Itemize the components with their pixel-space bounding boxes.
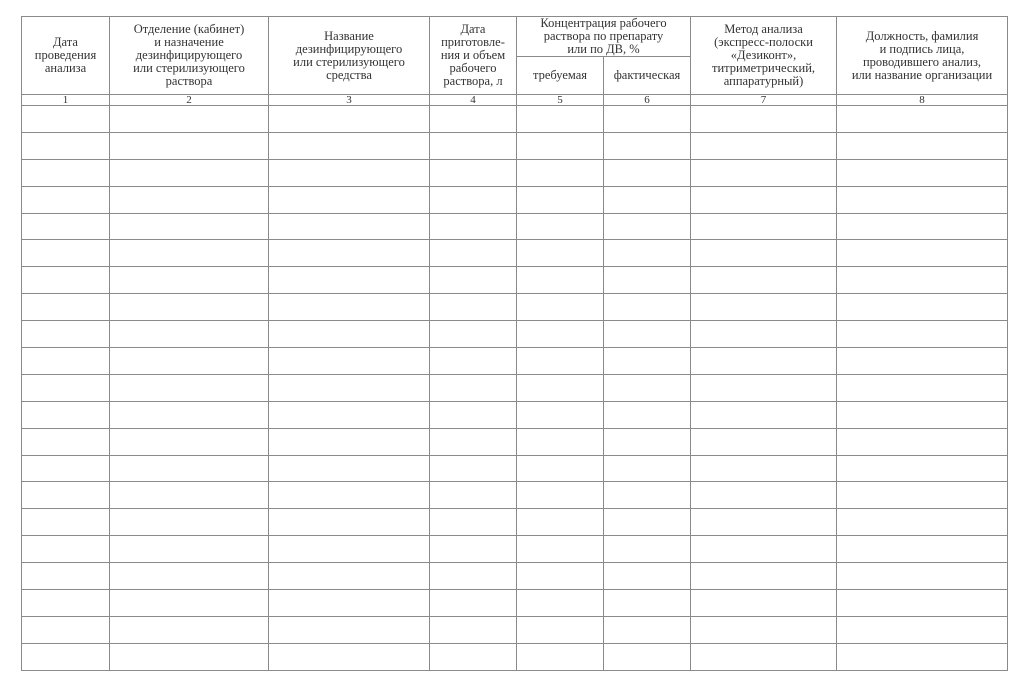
- table-cell: [269, 267, 430, 294]
- table-cell: [269, 536, 430, 563]
- table-cell: [604, 374, 691, 401]
- table-cell: [691, 616, 837, 643]
- table-cell: [430, 240, 517, 267]
- table-cell: [691, 536, 837, 563]
- table-cell: [604, 482, 691, 509]
- table-cell: [517, 106, 604, 133]
- table-cell: [837, 240, 1008, 267]
- table-cell: [430, 374, 517, 401]
- table-cell: [837, 294, 1008, 321]
- column-number: 4: [430, 95, 517, 106]
- table-cell: [22, 132, 110, 159]
- table-cell: [517, 213, 604, 240]
- table-cell: [110, 509, 269, 536]
- table-row: [22, 590, 1008, 617]
- table-cell: [604, 563, 691, 590]
- table-cell: [22, 590, 110, 617]
- table-cell: [837, 374, 1008, 401]
- table-cell: [110, 401, 269, 428]
- table-cell: [517, 590, 604, 617]
- table-cell: [22, 563, 110, 590]
- table-row: [22, 132, 1008, 159]
- table-cell: [604, 267, 691, 294]
- table-cell: [604, 590, 691, 617]
- table-cell: [22, 482, 110, 509]
- table-row: [22, 374, 1008, 401]
- table-body: [22, 106, 1008, 671]
- table-cell: [517, 321, 604, 348]
- table-cell: [22, 455, 110, 482]
- table-cell: [604, 294, 691, 321]
- table-cell: [22, 186, 110, 213]
- table-cell: [269, 590, 430, 617]
- table-cell: [22, 106, 110, 133]
- table-cell: [269, 616, 430, 643]
- column-number: 2: [110, 95, 269, 106]
- table-cell: [269, 401, 430, 428]
- table-cell: [430, 428, 517, 455]
- table-cell: [110, 213, 269, 240]
- table-cell: [269, 213, 430, 240]
- table-row: [22, 643, 1008, 670]
- table-cell: [604, 455, 691, 482]
- table-cell: [269, 428, 430, 455]
- table-row: [22, 509, 1008, 536]
- table-cell: [22, 159, 110, 186]
- table-cell: [430, 482, 517, 509]
- table-cell: [430, 455, 517, 482]
- table-cell: [837, 616, 1008, 643]
- table-cell: [517, 159, 604, 186]
- table-cell: [517, 132, 604, 159]
- header-department: Отделение (кабинет) и назначение дезинфицирующего или стерилизующего раствора: [110, 17, 269, 95]
- table-cell: [604, 186, 691, 213]
- table-cell: [110, 428, 269, 455]
- table-cell: [110, 132, 269, 159]
- table-row: [22, 563, 1008, 590]
- table-cell: [604, 428, 691, 455]
- header-agent-name: Название дезинфицирующего или стерилизующего средства: [269, 17, 430, 95]
- table-cell: [269, 563, 430, 590]
- table-cell: [110, 159, 269, 186]
- table-cell: [22, 348, 110, 375]
- table-cell: [269, 321, 430, 348]
- table-row: [22, 267, 1008, 294]
- header-prep-date-volume: Дата приготовле- ния и объем рабочего раствора, л: [430, 17, 517, 95]
- table-cell: [430, 213, 517, 240]
- table-cell: [691, 132, 837, 159]
- table-cell: [269, 455, 430, 482]
- table-cell: [430, 590, 517, 617]
- table-cell: [110, 294, 269, 321]
- table-cell: [110, 455, 269, 482]
- table-cell: [22, 401, 110, 428]
- table-cell: [837, 267, 1008, 294]
- table-cell: [269, 482, 430, 509]
- table-cell: [837, 106, 1008, 133]
- table-cell: [517, 374, 604, 401]
- table-cell: [691, 294, 837, 321]
- column-number: 6: [604, 95, 691, 106]
- table-cell: [604, 132, 691, 159]
- table-cell: [517, 482, 604, 509]
- table-cell: [691, 321, 837, 348]
- table-cell: [691, 348, 837, 375]
- table-row: [22, 482, 1008, 509]
- table-cell: [110, 590, 269, 617]
- table-cell: [269, 159, 430, 186]
- table-cell: [430, 267, 517, 294]
- table-cell: [269, 186, 430, 213]
- table-cell: [517, 563, 604, 590]
- table-cell: [691, 374, 837, 401]
- table-cell: [22, 240, 110, 267]
- table-cell: [691, 482, 837, 509]
- table-cell: [22, 536, 110, 563]
- table-cell: [430, 536, 517, 563]
- table-cell: [604, 159, 691, 186]
- header-person: Должность, фамилия и подпись лица, проводившего анализ, или название организации: [837, 17, 1008, 95]
- table-cell: [430, 643, 517, 670]
- table-cell: [517, 616, 604, 643]
- table-row: [22, 536, 1008, 563]
- table-cell: [110, 563, 269, 590]
- header-required: требуемая: [517, 57, 604, 95]
- table-cell: [517, 509, 604, 536]
- column-number-row: [22, 95, 1008, 106]
- table-cell: [269, 240, 430, 267]
- table-cell: [110, 536, 269, 563]
- table-cell: [22, 213, 110, 240]
- table-cell: [110, 374, 269, 401]
- table-cell: [269, 294, 430, 321]
- table-cell: [691, 455, 837, 482]
- table-cell: [517, 186, 604, 213]
- table-cell: [691, 643, 837, 670]
- table-cell: [22, 374, 110, 401]
- table-cell: [837, 590, 1008, 617]
- table-cell: [604, 643, 691, 670]
- table-cell: [430, 132, 517, 159]
- table-cell: [691, 186, 837, 213]
- table-row: [22, 616, 1008, 643]
- table-cell: [110, 267, 269, 294]
- table-cell: [517, 401, 604, 428]
- table-cell: [110, 240, 269, 267]
- table-cell: [517, 428, 604, 455]
- table-cell: [517, 267, 604, 294]
- table-cell: [110, 643, 269, 670]
- table-row: [22, 186, 1008, 213]
- table-cell: [837, 428, 1008, 455]
- header-date-analysis: Дата проведения анализа: [22, 17, 110, 95]
- table-cell: [110, 348, 269, 375]
- table-cell: [604, 213, 691, 240]
- table-cell: [517, 536, 604, 563]
- column-number: 3: [269, 95, 430, 106]
- table-cell: [110, 482, 269, 509]
- table-cell: [517, 348, 604, 375]
- table-row: [22, 428, 1008, 455]
- table-cell: [517, 240, 604, 267]
- table-row: [22, 213, 1008, 240]
- table-row: [22, 294, 1008, 321]
- table-row: [22, 401, 1008, 428]
- table-cell: [691, 213, 837, 240]
- header-actual: фактическая: [604, 57, 691, 95]
- table-cell: [604, 509, 691, 536]
- table-cell: [837, 132, 1008, 159]
- table-cell: [517, 643, 604, 670]
- column-number: 5: [517, 95, 604, 106]
- table-cell: [22, 428, 110, 455]
- table-cell: [837, 321, 1008, 348]
- table-cell: [691, 509, 837, 536]
- table-cell: [604, 536, 691, 563]
- table-cell: [269, 643, 430, 670]
- table-row: [22, 321, 1008, 348]
- table-cell: [430, 348, 517, 375]
- disinfectant-analysis-log-table: [21, 16, 1008, 671]
- table-cell: [110, 616, 269, 643]
- table-cell: [691, 563, 837, 590]
- table-cell: [604, 348, 691, 375]
- table-cell: [837, 159, 1008, 186]
- table-cell: [269, 132, 430, 159]
- table-cell: [691, 159, 837, 186]
- table-cell: [430, 563, 517, 590]
- header-method: Метод анализа (экспресс-полоски «Дезиконт», титриметрический, аппаратурный): [691, 17, 837, 95]
- table-cell: [691, 267, 837, 294]
- table-cell: [837, 213, 1008, 240]
- table-cell: [691, 590, 837, 617]
- table-cell: [269, 348, 430, 375]
- table-cell: [517, 455, 604, 482]
- table-row: [22, 455, 1008, 482]
- table-cell: [837, 348, 1008, 375]
- table-cell: [837, 536, 1008, 563]
- table-cell: [837, 186, 1008, 213]
- table-cell: [837, 563, 1008, 590]
- table-cell: [604, 321, 691, 348]
- table-cell: [110, 186, 269, 213]
- table-cell: [691, 240, 837, 267]
- table-cell: [837, 509, 1008, 536]
- column-number: 1: [22, 95, 110, 106]
- table-cell: [22, 294, 110, 321]
- table-row: [22, 159, 1008, 186]
- table-cell: [430, 321, 517, 348]
- table-cell: [22, 509, 110, 536]
- table-cell: [517, 294, 604, 321]
- table-cell: [22, 321, 110, 348]
- table-cell: [604, 106, 691, 133]
- table-row: [22, 240, 1008, 267]
- table-cell: [837, 401, 1008, 428]
- table-cell: [22, 643, 110, 670]
- table-cell: [691, 106, 837, 133]
- table-cell: [269, 509, 430, 536]
- header-concentration: Концентрация рабочего раствора по препарату или по ДВ, %: [517, 17, 691, 57]
- table-cell: [430, 401, 517, 428]
- table-cell: [837, 455, 1008, 482]
- table-cell: [604, 616, 691, 643]
- column-number: 8: [837, 95, 1008, 106]
- table-cell: [430, 616, 517, 643]
- table-cell: [110, 106, 269, 133]
- table-cell: [604, 401, 691, 428]
- column-number: 7: [691, 95, 837, 106]
- table-cell: [691, 428, 837, 455]
- table-cell: [430, 294, 517, 321]
- table-cell: [22, 267, 110, 294]
- table-cell: [430, 186, 517, 213]
- table-cell: [269, 374, 430, 401]
- table-cell: [22, 616, 110, 643]
- table-cell: [110, 321, 269, 348]
- table-cell: [691, 401, 837, 428]
- table-cell: [837, 482, 1008, 509]
- table-cell: [430, 509, 517, 536]
- table-row: [22, 348, 1008, 375]
- table-cell: [269, 106, 430, 133]
- table-cell: [430, 159, 517, 186]
- table-cell: [837, 643, 1008, 670]
- table-cell: [430, 106, 517, 133]
- table-row: [22, 106, 1008, 133]
- table-cell: [604, 240, 691, 267]
